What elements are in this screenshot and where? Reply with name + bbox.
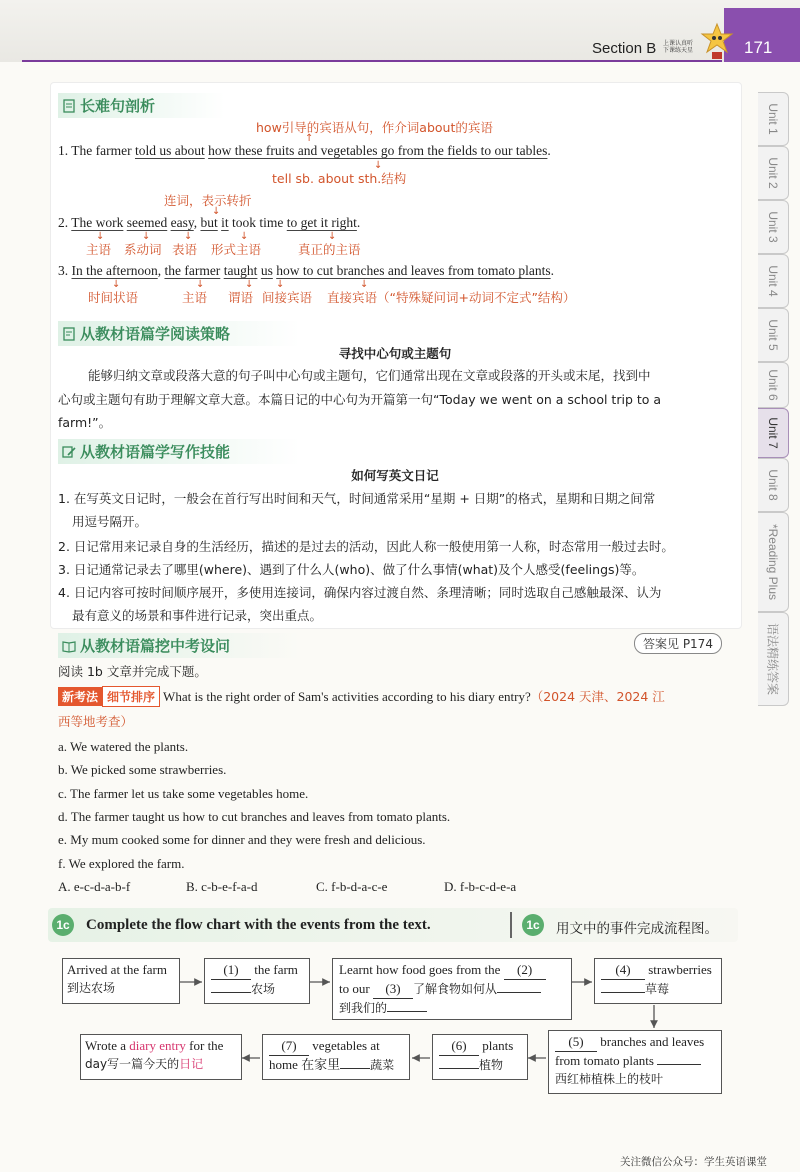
label-direct-object: 直接宾语（“特殊疑问词+动词不定式”结构） xyxy=(327,290,576,305)
writing-item-2: 2. 日记常用来记录自身的生活经历，描述的是过去的活动，因此人称一般使用第一人称，时态常用一般过去时。 xyxy=(58,539,674,554)
writing-item-3: 3. 日记通常记录去了哪里(where)、遇到了什么人(who)、做了什么事情(what)及个人感受(feelings)等。 xyxy=(58,562,645,577)
sentence-2: 2. The work seemed easy, but it took time to get it right. xyxy=(58,215,361,230)
arrow-down-icon: ↓ xyxy=(240,231,249,242)
tab-unit-3[interactable]: Unit 3 xyxy=(758,200,789,254)
sentence-1: 1. The farmer told us about how these fruits and vegetables go from the fields to our tables. xyxy=(58,143,551,158)
task-1c-en: Complete the flow chart with the events from the text. xyxy=(86,917,431,933)
star-mascot-icon xyxy=(700,22,734,60)
strategy-heading: 寻找中心句或主题句 xyxy=(338,346,452,361)
book-open-icon xyxy=(62,639,76,653)
section-title-writing-skills: 从教材语篇学写作技能 xyxy=(58,439,300,464)
task-1c-badge-zh: 1c xyxy=(522,914,544,936)
flow-box-2-3[interactable]: Learnt how food goes from the (2) to our (3) 了解食物如何从 到我们的 xyxy=(332,958,572,1020)
footer-wechat: 关注微信公众号：学生英语课堂 xyxy=(620,1156,767,1168)
arrow-down-icon: ↓ xyxy=(142,231,151,242)
strategy-para-line1: 能够归纳文章或段落大意的句子叫中心句或主题句，它们通常出现在文章或段落的开头或末尾，找到中 xyxy=(88,368,651,383)
flow-box-1[interactable]: (1) the farm 农场 xyxy=(204,958,310,1004)
arrow-down-icon: ↓ xyxy=(360,279,369,290)
page-number: 171 xyxy=(744,38,773,57)
writing-item-1-line1: 1. 在写英文日记时，一般会在首行写出时间和天气，时间通常采用“星期 + 日期”的格式，星期和日期之间常 xyxy=(58,491,656,506)
writing-heading: 如何写英文日记 xyxy=(351,468,439,483)
label-indirect-object: 间接宾语 xyxy=(262,290,313,305)
section-title-exam-question: 从教材语篇挖中考设问 xyxy=(58,633,300,658)
question-source-line2: 西等地考查） xyxy=(58,714,134,729)
answer-choice-a[interactable]: A. e-c-d-a-b-f xyxy=(58,879,131,894)
tab-reading-plus[interactable]: *Reading Plus xyxy=(758,512,789,612)
strategy-para-line2: 心句或主题句有助于理解文章大意。本篇日记的中心句为开篇第一句“Today we went on a school trip to a xyxy=(58,392,662,407)
arrow-down-icon: ↓ xyxy=(374,160,383,171)
option-item-c: c. The farmer let us take some vegetables home. xyxy=(58,786,309,801)
flow-box-6[interactable]: (6) plants 植物 xyxy=(432,1034,528,1080)
section-title-sentence-analysis: 长难句剖析 xyxy=(58,93,225,118)
arrow-down-icon: ↓ xyxy=(112,279,121,290)
arrow-up-icon: ↑ xyxy=(305,133,314,144)
label-subject: 主语 xyxy=(182,290,208,305)
flow-box-7[interactable]: (7) vegetables at home 在家里 蔬菜 xyxy=(262,1034,410,1080)
annotation-object-clause: how引导的宾语从句，作介词about的宾语 xyxy=(256,120,493,135)
label-real-subject: 真正的主语 xyxy=(298,242,361,257)
writing-item-4-line2: 最有意义的场景和事件进行记录，突出重点。 xyxy=(72,608,323,623)
arrow-down-icon: ↓ xyxy=(96,231,105,242)
flow-box-arrived: Arrived at the farm 到达农场 xyxy=(62,958,180,1004)
header-rule xyxy=(22,60,722,62)
document-icon xyxy=(62,99,76,113)
label-linking-verb: 系动词 xyxy=(124,242,162,257)
book-icon xyxy=(62,327,76,341)
label-subject: 主语 xyxy=(86,242,112,257)
arrow-down-icon: ↓ xyxy=(276,279,285,290)
answer-choice-c[interactable]: C. f-b-d-a-c-e xyxy=(316,879,388,894)
answer-choice-b[interactable]: B. c-b-e-f-a-d xyxy=(186,879,258,894)
tab-unit-7[interactable]: Unit 7 xyxy=(758,408,789,458)
annotation-tell-structure: tell sb. about sth.结构 xyxy=(272,171,407,186)
tab-unit-8[interactable]: Unit 8 xyxy=(758,458,789,512)
section-label: Section B xyxy=(592,40,657,57)
tab-unit-5[interactable]: Unit 5 xyxy=(758,308,789,362)
new-exam-tag: 新考法 xyxy=(58,687,102,706)
exam-instruction: 阅读 1b 文章并完成下题。 xyxy=(58,664,207,679)
writing-item-1-line2: 用逗号隔开。 xyxy=(72,514,148,529)
answer-reference-badge: 答案见 P174 xyxy=(634,633,722,654)
option-item-b: b. We picked some strawberries. xyxy=(58,762,227,777)
tab-grammar-answers[interactable]: 语法精练答案 xyxy=(758,612,789,706)
flow-box-5[interactable]: (5) branches and leaves from tomato plants 西红柿植株上的枝叶 xyxy=(548,1030,722,1094)
question-text: What is the right order of Sam's activities according to his diary entry? xyxy=(160,689,531,704)
option-item-f: f. We explored the farm. xyxy=(58,856,185,871)
tab-unit-4[interactable]: Unit 4 xyxy=(758,254,789,308)
option-item-a: a. We watered the plants. xyxy=(58,739,189,754)
exam-question xyxy=(58,686,734,707)
sentence-3: 3. In the afternoon, the farmer taught us how to cut branches and leaves from tomato plants. xyxy=(58,263,555,278)
task-1c-zh: 用文中的事件完成流程图。 xyxy=(556,921,718,937)
question-source: （2024 天津、2024 江 xyxy=(530,689,665,704)
tab-unit-2[interactable]: Unit 2 xyxy=(758,146,789,200)
annotation-conjunction: 连词，表示转折 xyxy=(164,193,252,208)
task-divider xyxy=(510,912,512,938)
option-item-d: d. The farmer taught us how to cut branches and leaves from tomato plants. xyxy=(58,809,451,824)
label-predicative: 表语 xyxy=(172,242,198,257)
arrow-down-icon: ↓ xyxy=(184,231,193,242)
label-predicate: 谓语 xyxy=(228,290,254,305)
option-item-e: e. My mum cooked some for dinner and they were fresh and delicious. xyxy=(58,832,426,847)
strategy-para-line3: farm!”。 xyxy=(58,415,112,430)
arrow-down-icon: ↓ xyxy=(196,279,205,290)
label-time-adverbial: 时间状语 xyxy=(88,290,139,305)
section-title-reading-strategy: 从教材语篇学阅读策略 xyxy=(58,321,300,346)
label-formal-subject: 形式主语 xyxy=(211,242,262,257)
flow-box-wrote-diary: Wrote a diary entry for the day写一篇今天的日记 xyxy=(80,1034,242,1080)
writing-item-4-line1: 4. 日记内容可按时间顺序展开，多使用连接词，确保内容过渡自然、条理清晰；同时选取自己感触最深、认为 xyxy=(58,585,662,600)
tab-unit-6[interactable]: Unit 6 xyxy=(758,362,789,408)
flow-box-4[interactable]: (4) strawberries 草莓 xyxy=(594,958,722,1004)
detail-order-tag: 细节排序 xyxy=(102,686,160,707)
answer-choice-d[interactable]: D. f-b-c-d-e-a xyxy=(444,879,517,894)
pencil-icon xyxy=(62,445,76,459)
arrow-down-icon: ↓ xyxy=(245,279,254,290)
motto: 上课认真听 下课练天星 xyxy=(663,40,694,54)
tab-unit-1[interactable]: Unit 1 xyxy=(758,92,789,146)
arrow-down-icon: ↓ xyxy=(328,231,337,242)
task-1c-badge: 1c xyxy=(52,914,74,936)
arrow-down-icon: ↓ xyxy=(212,206,221,217)
